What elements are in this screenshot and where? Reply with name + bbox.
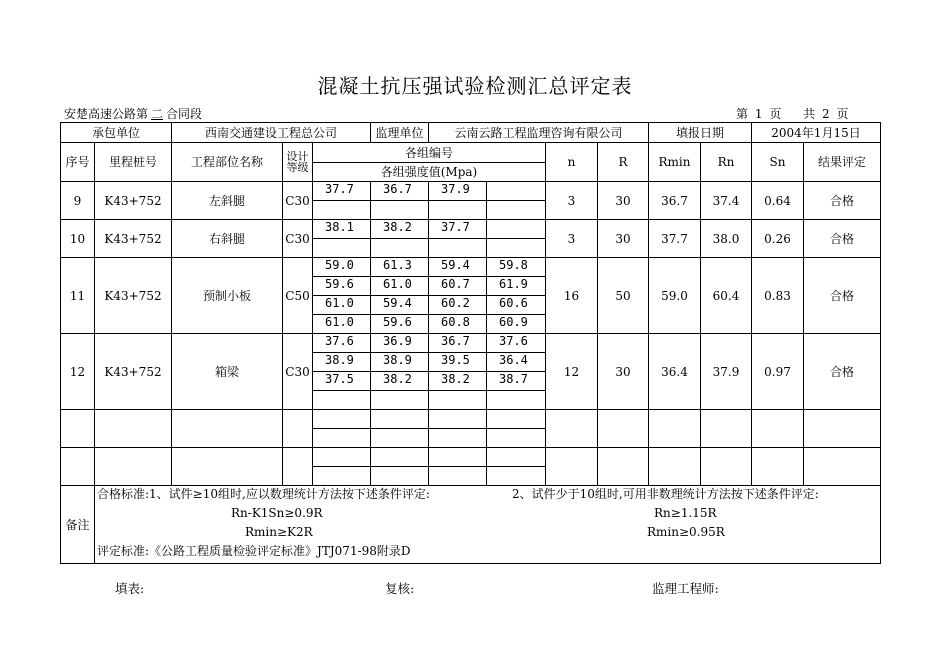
row-rn: 37.9 (701, 334, 752, 410)
row-n: 3 (546, 182, 598, 220)
total-pages: 2 (822, 107, 830, 121)
strength-value: 61.0 (371, 277, 429, 296)
reviewer-signature: 复核: (385, 581, 415, 596)
strength-value: 38.7 (487, 372, 546, 391)
strength-value: 37.6 (313, 334, 371, 353)
page-counter (736, 105, 851, 122)
row-n: 16 (546, 258, 598, 334)
strength-value: 36.9 (371, 334, 429, 353)
strength-value (313, 391, 371, 410)
row-r: 30 (598, 220, 649, 258)
strength-value: 59.4 (429, 258, 487, 277)
strength-value (487, 182, 546, 201)
row-station: K43+752 (95, 258, 172, 334)
strength-value: 61.0 (313, 296, 371, 315)
col-rn: Rn (701, 143, 752, 182)
col-sn: Sn (752, 143, 804, 182)
strength-value: 59.6 (371, 315, 429, 334)
row-n: 3 (546, 220, 598, 258)
row-rmin: 36.4 (649, 334, 701, 410)
total-label: 共 (803, 107, 816, 121)
filler-signature: 填表: (115, 581, 145, 596)
strength-value: 59.4 (371, 296, 429, 315)
row-station: K43+752 (95, 182, 172, 220)
table-row (61, 220, 881, 239)
strength-value: 39.5 (429, 353, 487, 372)
empty-row (61, 410, 881, 429)
row-result: 合格 (804, 334, 881, 410)
strength-value: 59.6 (313, 277, 371, 296)
formula-rn-ksn: Rn-K1Sn≥0.9R (231, 506, 323, 520)
notes-criteria-2: 2、试件少于10组时,可用非数理统计方法按下述条件评定: (512, 487, 819, 501)
col-grade: 设计等级 (283, 143, 313, 182)
row-r: 50 (598, 258, 649, 334)
header-info-row (61, 123, 881, 143)
strength-value: 60.2 (429, 296, 487, 315)
strength-value (429, 201, 487, 220)
summary-table (60, 122, 881, 564)
strength-value: 60.9 (487, 315, 546, 334)
contractor-value: 西南交通建设工程总公司 (172, 123, 371, 143)
row-grade: C30 (283, 220, 313, 258)
project-suffix: 合同段 (166, 107, 203, 121)
row-result: 合格 (804, 258, 881, 334)
strength-value (487, 220, 546, 239)
notes-standard: 评定标准:《公路工程质量检验评定标准》JTJ071-98附录D (97, 544, 411, 558)
project-prefix: 安楚高速公路第 (64, 107, 149, 121)
supervisor-value: 云南云路工程监理咨询有限公司 (429, 123, 649, 143)
col-group-no: 各组编号 (313, 143, 546, 163)
row-seq: 11 (61, 258, 95, 334)
row-part: 预制小板 (172, 258, 283, 334)
col-part: 工程部位名称 (172, 143, 283, 182)
strength-value: 60.7 (429, 277, 487, 296)
strength-value (487, 391, 546, 410)
strength-value: 37.7 (313, 182, 371, 201)
strength-value: 38.2 (429, 372, 487, 391)
row-r: 30 (598, 182, 649, 220)
col-r: R (598, 143, 649, 182)
row-station: K43+752 (95, 334, 172, 410)
row-r: 30 (598, 334, 649, 410)
row-station: K43+752 (95, 220, 172, 258)
table-row (61, 182, 881, 201)
strength-value (371, 239, 429, 258)
strength-value: 36.7 (429, 334, 487, 353)
row-sn: 0.26 (752, 220, 804, 258)
row-part: 右斜腿 (172, 220, 283, 258)
col-rmin: Rmin (649, 143, 701, 182)
strength-value: 38.1 (313, 220, 371, 239)
page-label: 第 (736, 107, 749, 121)
formula-rmin-095r: Rmin≥0.95R (647, 525, 725, 539)
strength-value: 38.2 (371, 220, 429, 239)
table-row (61, 334, 881, 353)
row-rn: 38.0 (701, 220, 752, 258)
strength-value: 37.7 (429, 220, 487, 239)
strength-value: 61.9 (487, 277, 546, 296)
row-sn: 0.64 (752, 182, 804, 220)
strength-value (313, 201, 371, 220)
row-seq: 9 (61, 182, 95, 220)
strength-value (371, 201, 429, 220)
row-seq: 10 (61, 220, 95, 258)
engineer-signature: 监理工程师: (652, 581, 719, 596)
strength-value (313, 239, 371, 258)
total-unit: 页 (836, 107, 849, 121)
strength-value (429, 391, 487, 410)
row-rmin: 59.0 (649, 258, 701, 334)
notes-label: 备注 (61, 486, 95, 564)
strength-value: 59.8 (487, 258, 546, 277)
col-result: 结果评定 (804, 143, 881, 182)
row-seq: 12 (61, 334, 95, 410)
strength-value (487, 239, 546, 258)
strength-value: 37.6 (487, 334, 546, 353)
strength-value: 60.8 (429, 315, 487, 334)
col-n: n (546, 143, 598, 182)
project-section-number: 二 (151, 107, 164, 121)
project-section (64, 105, 202, 122)
strength-value: 37.5 (313, 372, 371, 391)
row-grade: C30 (283, 182, 313, 220)
strength-value: 37.9 (429, 182, 487, 201)
strength-value: 36.4 (487, 353, 546, 372)
strength-value: 38.9 (371, 353, 429, 372)
col-station: 里程桩号 (95, 143, 172, 182)
formula-rn-115r: Rn≥1.15R (654, 506, 717, 520)
strength-value (487, 201, 546, 220)
row-sn: 0.83 (752, 258, 804, 334)
strength-value: 36.7 (371, 182, 429, 201)
formula-rmin-k2r: Rmin≥K2R (245, 525, 313, 539)
empty-row (61, 448, 881, 467)
row-grade: C30 (283, 334, 313, 410)
column-header-row (61, 143, 881, 163)
supervisor-label: 监理单位 (371, 123, 429, 143)
row-rmin: 37.7 (649, 220, 701, 258)
row-rn: 60.4 (701, 258, 752, 334)
notes-content (95, 486, 881, 564)
page-number: 1 (754, 107, 763, 121)
strength-value: 60.6 (487, 296, 546, 315)
col-strength: 各组强度值(Mpa) (313, 163, 546, 182)
page-title: 混凝土抗压强试验检测汇总评定表 (317, 74, 633, 98)
table-row (61, 258, 881, 277)
row-part: 左斜腿 (172, 182, 283, 220)
contractor-label: 承包单位 (61, 123, 172, 143)
row-rmin: 36.7 (649, 182, 701, 220)
strength-value: 61.3 (371, 258, 429, 277)
strength-value: 61.0 (313, 315, 371, 334)
row-n: 12 (546, 334, 598, 410)
strength-value: 59.0 (313, 258, 371, 277)
row-rn: 37.4 (701, 182, 752, 220)
col-seq: 序号 (61, 143, 95, 182)
page-unit: 页 (769, 107, 782, 121)
strength-value: 38.9 (313, 353, 371, 372)
row-part: 箱梁 (172, 334, 283, 410)
row-grade: C50 (283, 258, 313, 334)
date-label: 填报日期 (649, 123, 752, 143)
row-result: 合格 (804, 220, 881, 258)
notes-criteria-1: 合格标准:1、试件≥10组时,应以数理统计方法按下述条件评定: (97, 487, 430, 501)
row-sn: 0.97 (752, 334, 804, 410)
strength-value: 38.2 (371, 372, 429, 391)
notes-row (61, 486, 881, 564)
date-value: 2004年1月15日 (752, 123, 881, 143)
strength-value (371, 391, 429, 410)
strength-value (429, 239, 487, 258)
row-result: 合格 (804, 182, 881, 220)
